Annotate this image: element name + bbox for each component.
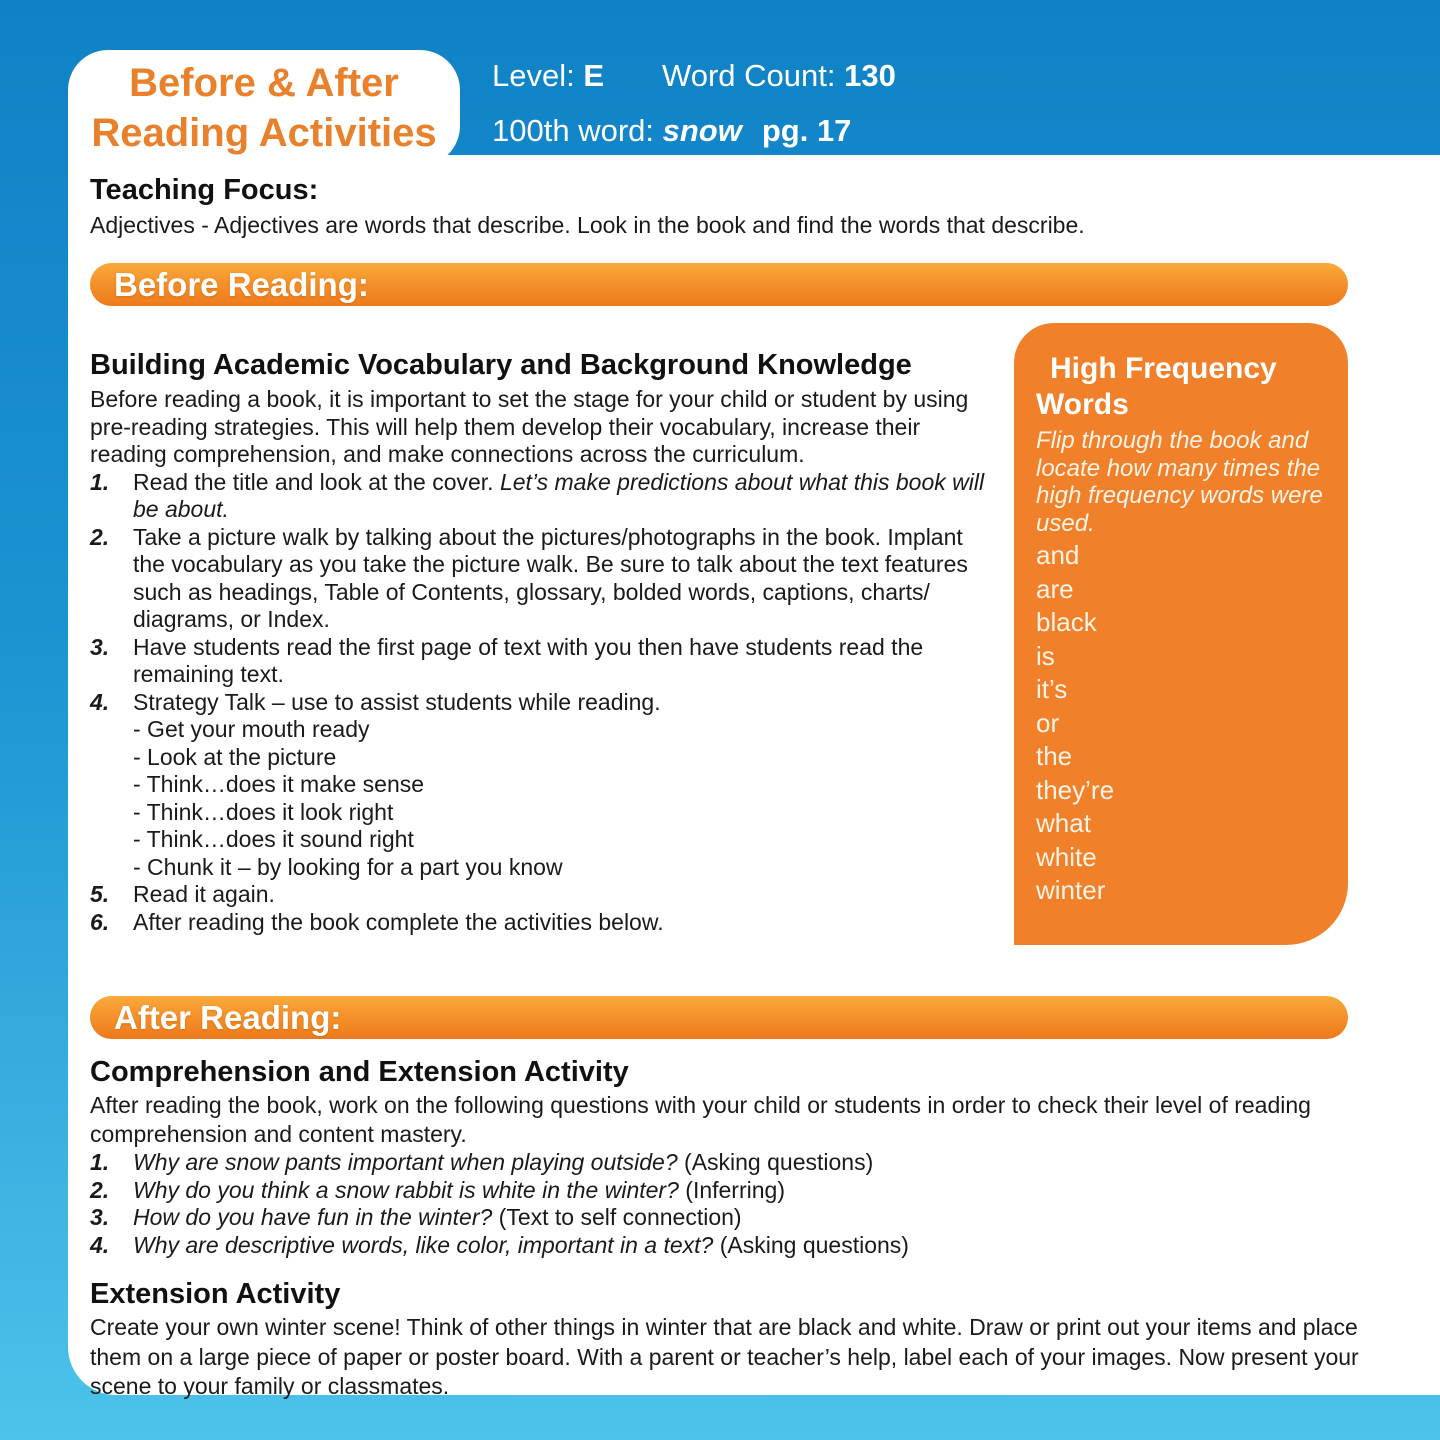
question-number: 1. (90, 1149, 110, 1175)
question-number: 4. (90, 1231, 110, 1258)
question-item (90, 1204, 1380, 1232)
question-item (90, 1149, 1380, 1177)
list-item (90, 909, 998, 937)
level-value: E (583, 58, 605, 93)
strategy-sub-item: - Get your mouth ready (133, 716, 370, 742)
step-text: Take a picture walk by talking about the pictures/photographs in the book. Implant the vocabulary as you take the picture walk. Be sure to talk about the text features such as headings, Table of Contents, glossary, bolded words, captions, charts/ diagrams, or Index. (133, 523, 968, 632)
strategy-sub-item: - Think…does it sound right (133, 826, 414, 852)
strategy-sub-item: - Chunk it – by looking for a part you know (133, 853, 563, 880)
hfw-word: and (1036, 540, 1080, 570)
list-number: 4. (90, 688, 110, 715)
hfw-word-list (1036, 539, 1324, 908)
teaching-focus-heading: Teaching Focus: (90, 174, 319, 206)
after-reading-section (90, 1055, 1380, 1402)
hfw-intro: Flip through the book and locate how many times the high frequency words were used. (1036, 427, 1323, 537)
hundredth-word-label: 100th word: (492, 113, 663, 148)
hfw-word: the (1036, 741, 1073, 771)
hfw-word: are (1036, 573, 1074, 604)
step-text: Read it again. (133, 881, 275, 907)
extension-body: Create your own winter scene! Think of other things in winter that are black and white. Draw or print out your items and place them on a large piece of paper or poster board. With a parent or teacher’s help, label each of your images. Now present your scene to your family or classmates. (90, 1314, 1359, 1399)
header-meta (492, 56, 896, 166)
strategy-sub-item: - Look at the picture (133, 743, 337, 770)
question-number: 3. (90, 1204, 110, 1230)
before-reading-heading: Building Academic Vocabulary and Background Knowledge (90, 349, 912, 381)
hfw-word: black (1036, 607, 1097, 637)
comprehension-intro: After reading the book, work on the following questions with your child or students in order to check their level of reading comprehension and content mastery. (90, 1092, 1311, 1147)
list-item (90, 881, 998, 909)
question-text: Why are descriptive words, like color, important in a text? (133, 1231, 714, 1258)
level-wordcount-line (492, 56, 896, 111)
hfw-title-line1: High Frequency (1050, 352, 1277, 385)
hfw-word: or (1036, 707, 1060, 738)
hfw-word: is (1036, 640, 1055, 671)
step-text: Read the title and look at the cover. (133, 468, 500, 495)
question-strategy: (Inferring) (678, 1176, 785, 1203)
extension-activity (90, 1277, 1380, 1402)
teaching-focus-section (90, 173, 1440, 239)
high-frequency-words-panel (1014, 323, 1348, 945)
extension-heading: Extension Activity (90, 1278, 341, 1310)
question-text: How do you have fun in the winter? (133, 1204, 493, 1230)
question-strategy: (Asking questions) (713, 1231, 909, 1258)
content-panel (68, 155, 1440, 1399)
list-number: 3. (90, 633, 110, 660)
step-text-italic: Let’s make predictions about what this book will be about. (133, 468, 985, 522)
list-number: 2. (90, 523, 110, 550)
hfw-word: they’re (1036, 774, 1115, 805)
hfw-word: winter (1036, 875, 1106, 905)
list-item (90, 634, 998, 689)
question-strategy: (Asking questions) (677, 1149, 874, 1175)
hfw-word: it’s (1036, 674, 1068, 704)
list-number: 5. (90, 881, 110, 907)
document-title-card (68, 50, 460, 166)
list-number: 6. (90, 908, 110, 935)
level-label: Level: (492, 58, 584, 93)
hundredth-word-value: snow (662, 113, 742, 148)
teaching-focus-body: Adjectives - Adjectives are words that describe. Look in the book and find the words that describe. (90, 212, 1085, 238)
question-number: 2. (90, 1176, 110, 1203)
question-text: Why are snow pants important when playing outside? (133, 1149, 678, 1175)
strategy-sub-item: - Think…does it make sense (133, 771, 425, 797)
before-reading-intro: Before reading a book, it is important to set the stage for your child or student by using pre-reading strategies. This will help them develop their vocabulary, increase their reading comprehension, and make connections across the curriculum. (90, 386, 969, 467)
question-strategy: (Text to self connection) (492, 1204, 742, 1230)
step-text: Have students read the first page of text with you then have students read the remaining text. (133, 633, 924, 687)
document-title-line2: Reading Activities (91, 111, 437, 155)
list-item (90, 469, 998, 524)
list-number: 1. (90, 468, 110, 495)
list-item (90, 524, 998, 634)
hundredth-word-page: pg. 17 (761, 113, 852, 148)
high-frequency-words-title (1036, 351, 1324, 423)
strategy-sub-item: - Think…does it look right (133, 798, 394, 825)
list-item (90, 689, 998, 882)
word-count-value: 130 (844, 58, 896, 93)
hfw-word: white (1036, 841, 1097, 872)
before-reading-section (90, 348, 998, 936)
question-item (90, 1177, 1380, 1205)
hfw-word: what (1036, 808, 1091, 838)
question-item (90, 1232, 1380, 1260)
hundredth-word-line (492, 111, 896, 166)
hfw-title-line2: Words (1036, 388, 1129, 421)
step-text: After reading the book complete the activities below. (133, 908, 664, 935)
word-count-label: Word Count: (662, 58, 845, 93)
comprehension-heading: Comprehension and Extension Activity (90, 1056, 629, 1088)
before-reading-bar: Before Reading: (90, 263, 1348, 306)
question-text: Why do you think a snow rabbit is white in the winter? (133, 1176, 679, 1203)
document-title-line1: Before & After (129, 61, 399, 105)
step-text: Strategy Talk – use to assist students while reading. (133, 688, 661, 715)
after-reading-bar: After Reading: (90, 996, 1348, 1039)
